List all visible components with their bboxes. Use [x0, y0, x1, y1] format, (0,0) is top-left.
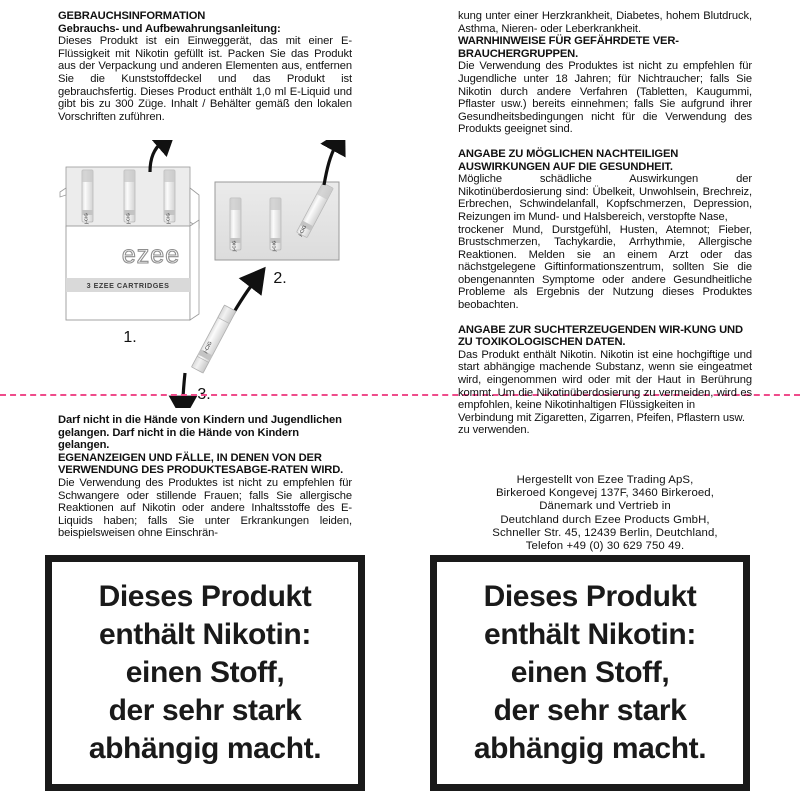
- intro-paragraph: Dieses Produkt ist ein Einweggerät, das mit einer E-Flüssigkeit mit Nikotin gefüllt ist. Packen Sie das Produkt aus der Verpackung und anderen Elementen aus, entfernen Sie die Kunststoffdeckel und das Produkt ist gebrauchsfertig. Dieses Product enthält 1,0 ml E-Liquid und gibt bis zu 300 Züge. Inhalt / Behälter gemäß den lokalen Vorschriften zuführen.: [58, 35, 352, 123]
- at-risk-heading: WARNHINWEISE FÜR GEFÄHRDETE VER-BRAUCHERGRUPPEN.: [458, 35, 679, 60]
- manufacturer-line-3: Dänemark und Vertrieb in: [539, 500, 671, 513]
- at-risk-body: Die Verwendung des Produktes ist nicht zu empfehlen für Jugendliche unter 18 Jahren; für Nichtraucher; falls Sie Nikotin durch andere Verfahren (Tabletten, Kaugummi, Pflaster usw.) bereits einnehmen; falls Sie aufgrund ihrer Gesundheitsbedingungen nicht für die Verwendung des Produkts geeignet sind.: [458, 60, 752, 136]
- manufacturer-line-6: Telefon +49 (0) 30 629 750 49.: [525, 540, 685, 553]
- contraindications-body: Die Verwendung des Produktes ist nicht zu empfehlen für Schwangere oder stillende Frauen; falls Sie allergische Reaktionen auf Nikotin oder andere Inhaltsstoffe des E-Liquids haben; falls Sie unter Erkrankungen leiden, beispielsweisen ohne Einschrän-: [58, 476, 352, 540]
- svg-text:j-CIG: j-CIG: [231, 240, 237, 252]
- left-column-lower: [58, 414, 352, 540]
- svg-text:j-CIG: j-CIG: [125, 213, 131, 224]
- addictive-body-1: Das Produkt enthält Nikotin. Nikotin ist eine hochgiftige und start abhängige machende Substanz, wenn sie eingeatmet wird, eingenommen wird oder mit der Haut in Berührung kommt. Um die Nikotinüberdosierung zu vermeiden, wird es empfohlen, keine Nikotinhaltigen Flüssigkeiten in: [458, 348, 752, 412]
- warning-line-2: enthält Nikotin:: [484, 618, 696, 651]
- left-column: [58, 10, 352, 123]
- svg-text:ezee: ezee: [121, 241, 181, 269]
- product-illustration: [58, 140, 398, 408]
- adverse-effects-heading: ANGABE ZU MÖGLICHEN NACHTEILIGEN AUSWIRKUNGEN AUF DIE GESUNDHEIT.: [458, 147, 679, 173]
- svg-text:j-CIG: j-CIG: [271, 240, 277, 252]
- manufacturer-line-5: Schneller Str. 45, 12439 Berlin, Deutchland,: [492, 526, 718, 539]
- svg-text:3.: 3.: [197, 386, 211, 403]
- warning-line-5: abhängig macht.: [473, 732, 707, 765]
- svg-text:3 EZEE CARTRIDGES: 3 EZEE CARTRIDGES: [86, 281, 170, 290]
- adverse-effects-body-2: trockener Mund, Durstgefühl, Husten, Atemnot; Fieber, Brustschmerzen, Tachykardie, Arrhythmie, Allergische Reaktionen. Melden sie an einem Arzt oder das nächstgelegene Giftinformationszentrum, sollten Sie die obengenannten Symptome oder andere Gesundheitliche Probleme als Ergebnis der Nutzung dieses Produktes beobachten.: [458, 223, 752, 312]
- svg-text:j-CIG: j-CIG: [83, 213, 89, 224]
- contraindications-heading: EGENANZEIGEN UND FÄLLE, IN DENEN VON DER VERWENDUNG DES PRODUKTESABGE-RATEN WIRD.: [58, 451, 344, 477]
- manufacturer-line-1: Hergestellt von Ezee Trading ApS,: [516, 474, 694, 486]
- svg-text:j-CIG: j-CIG: [165, 213, 171, 224]
- nicotine-warning-box-left: [45, 555, 365, 791]
- svg-text:j-CIG: j-CIG: [298, 224, 309, 238]
- manufacturer-line-4: Deutchland durch Ezee Products GmbH,: [500, 513, 710, 526]
- manufacturer-block: [458, 474, 752, 553]
- continuation-paragraph: kung unter einer Herzkrankheit, Diabetes, hohem Blutdruck, Asthma, Nieren- oder Leberkrankheit.: [458, 10, 752, 35]
- right-column: [458, 10, 752, 437]
- single-cartridge: [192, 305, 236, 373]
- svg-text:2.: 2.: [273, 270, 287, 287]
- manufacturer-line-2: Birkeroed Kongevej 137F, 3460 Birkeroed,: [495, 487, 715, 500]
- warning-line-4: der sehr stark: [493, 694, 687, 727]
- warning-line-3: einen Stoff,: [125, 656, 285, 689]
- children-warning: Darf nicht in die Hände von Kindern und Jugendlichen gelangen. Darf nicht in die Hände von Kindern gelangen.: [58, 414, 342, 452]
- usage-subtitle: Gebrauchs- und Aufbewahrungsanleitung:: [58, 22, 281, 35]
- warning-line-1: Dieses Produkt: [98, 580, 312, 613]
- svg-text:j-CIG: j-CIG: [202, 340, 214, 355]
- addictive-body-2: Verbindung mit Zigaretten, Zigarren, Pfeifen, Pflastern usw. zu verwenden.: [458, 411, 745, 437]
- warning-line-1: Dieses Produkt: [483, 580, 697, 613]
- warning-line-4: der sehr stark: [108, 694, 302, 727]
- warning-line-5: abhängig macht.: [88, 732, 322, 765]
- svg-text:1.: 1.: [123, 329, 137, 346]
- addictive-heading: ANGABE ZUR SUCHTERZEUGENDEN WIR-KUNG UND ZU TOXIKOLOGISCHEN DATEN.: [458, 323, 743, 349]
- adverse-effects-body-1: Mögliche schädliche Auswirkungen der Nikotinüberdosierung sind: Übelkeit, Unwohlsein, Brechreiz, Erbrechen, Schwindelanfall, Kopfschmerzen, Depression, Reizungen im Mund- und Halsbereich, verstopfte Nase,: [458, 173, 752, 223]
- warning-line-2: enthält Nikotin:: [99, 618, 311, 651]
- warning-line-3: einen Stoff,: [510, 656, 670, 689]
- nicotine-warning-box-right: [430, 555, 750, 791]
- page-title: GEBRAUCHSINFORMATION: [58, 10, 206, 22]
